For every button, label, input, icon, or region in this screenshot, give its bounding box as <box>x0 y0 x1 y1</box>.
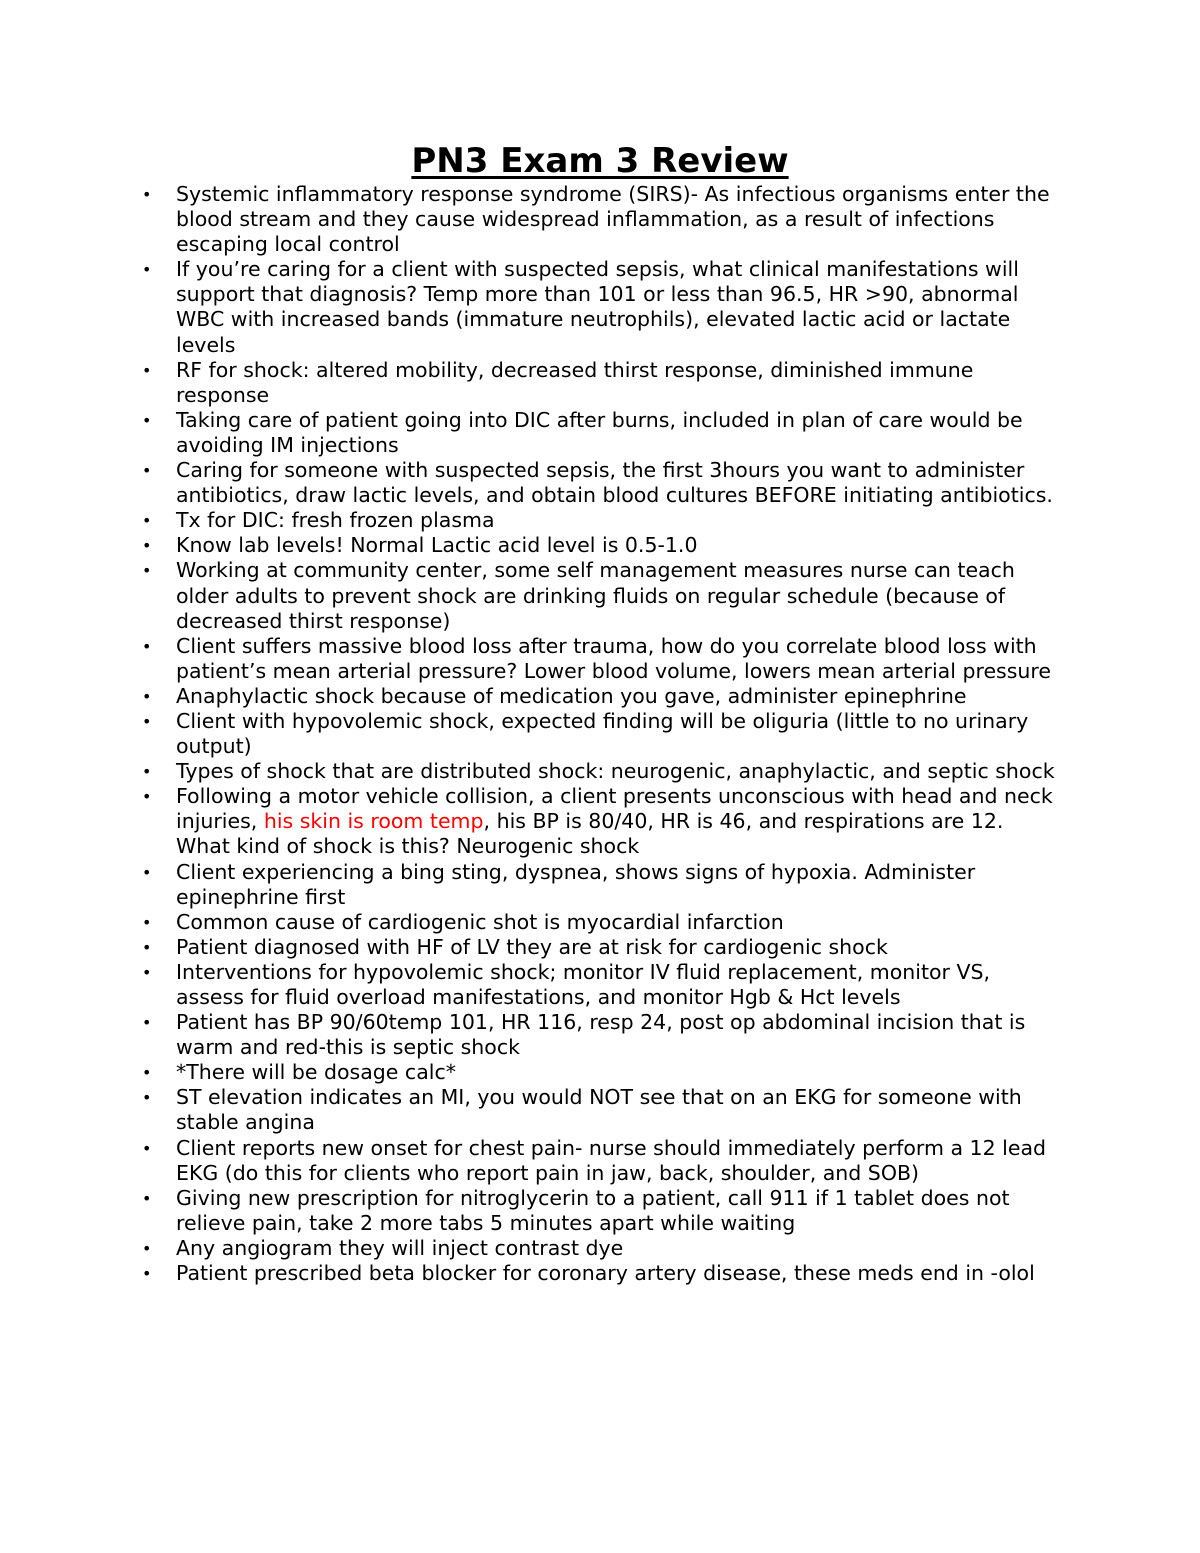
list-item <box>142 634 1062 684</box>
list-item-text: Systemic inflammatory response syndrome (SIRS)- As infectious organisms enter the blood stream and they cause widespread inflammation, as a result of infections escaping local control <box>176 182 1050 257</box>
bullet-icon: • <box>142 536 152 556</box>
list-item <box>142 558 1062 633</box>
list-item-text: Taking care of patient going into DIC after burns, included in plan of care would be avoiding IM injections <box>176 407 1023 457</box>
bullet-icon: • <box>142 912 152 932</box>
list-item-text: Know lab levels! Normal Lactic acid level is 0.5-1.0 <box>176 533 698 558</box>
list-item <box>142 257 1062 357</box>
list-item <box>142 1085 1062 1135</box>
bullet-icon: • <box>142 1188 152 1208</box>
bullet-icon: • <box>142 636 152 656</box>
list-item <box>142 935 1062 960</box>
bullet-icon: • <box>142 1138 152 1158</box>
bullet-icon: • <box>142 1063 152 1083</box>
list-item <box>142 408 1062 458</box>
bullet-icon: • <box>142 410 152 430</box>
list-item <box>142 784 1062 859</box>
list-item <box>142 684 1062 709</box>
list-item <box>142 533 1062 558</box>
list-item-text: Interventions for hypovolemic shock; monitor IV fluid replacement, monitor VS, assess for fluid overload manifestations, and monitor Hgb & Hct levels <box>176 959 991 1009</box>
list-item-text: ST elevation indicates an MI, you would NOT see that on an EKG for someone with stable angina <box>176 1085 1022 1135</box>
list-item-text: Client suffers massive blood loss after trauma, how do you correlate blood loss with patient’s mean arterial pressure? Lower blood volume, lowers mean arterial pressure <box>176 633 1052 683</box>
list-item-text: Following a motor vehicle collision, a client presents unconscious with head and neck injuries, <box>176 784 1053 834</box>
bullet-icon: • <box>142 962 152 982</box>
list-item-text: Common cause of cardiogenic shot is myocardial infarction <box>176 909 784 934</box>
list-item-text: If you’re caring for a client with suspected sepsis, what clinical manifestations will support that diagnosis? Temp more than 101 or less than 96.5, HR >90, abnormal WBC with increased bands (immature neutrophils), elevated lactic acid or lactate levels <box>176 257 1019 357</box>
bullet-icon: • <box>142 461 152 481</box>
list-item-text: *There will be dosage calc* <box>176 1060 456 1085</box>
bullet-icon: • <box>142 1238 152 1258</box>
list-item <box>142 1261 1062 1286</box>
list-item-text: Client with hypovolemic shock, expected finding will be oliguria (little to no urinary output) <box>176 708 1029 759</box>
bullet-icon: • <box>142 1264 152 1284</box>
list-item <box>142 508 1062 533</box>
list-item-text: Patient diagnosed with HF of LV they are at risk for cardiogenic shock <box>176 934 888 959</box>
bullet-icon: • <box>142 360 152 380</box>
list-item-text: , his BP is 80/40, HR is 46, and respirations are 12. What kind of shock is this? Neurogenic shock <box>176 809 1004 859</box>
review-bullet-list <box>142 182 1062 1286</box>
list-item-text: Tx for DIC: fresh frozen plasma <box>176 508 495 533</box>
bullet-icon: • <box>142 185 152 204</box>
list-item-text: Client reports new onset for chest pain- nurse should immediately perform a 12 lead EKG (do this for clients who report pain in jaw, back, shoulder, and SOB) <box>176 1135 1047 1185</box>
list-item <box>142 458 1062 508</box>
list-item <box>142 1060 1062 1085</box>
list-item-text: RF for shock: altered mobility, decreased thirst response, diminished immune response <box>176 357 974 407</box>
list-item <box>142 1136 1062 1186</box>
bullet-icon: • <box>142 862 152 882</box>
list-item-text: Anaphylactic shock because of medication you gave, administer epinephrine <box>176 683 967 708</box>
bullet-icon: • <box>142 762 152 782</box>
bullet-icon: • <box>142 1013 152 1033</box>
bullet-icon: • <box>142 561 152 581</box>
list-item-text: Types of shock that are distributed shock: neurogenic, anaphylactic, and septic shock <box>176 759 1055 784</box>
list-item <box>142 860 1062 910</box>
list-item <box>142 910 1062 935</box>
page-title: PN3 Exam 3 Review <box>411 141 789 181</box>
bullet-icon: • <box>142 686 152 706</box>
bullet-icon: • <box>142 937 152 957</box>
list-item <box>142 182 1062 257</box>
list-item <box>142 709 1062 759</box>
list-item-text: Client experiencing a bing sting, dyspnea, shows signs of hypoxia. Administer epinephrine first <box>176 859 976 909</box>
list-item-text: Patient prescribed beta blocker for coronary artery disease, these meds end in -olol <box>176 1261 1035 1286</box>
list-item <box>142 960 1062 1010</box>
bullet-icon: • <box>142 511 152 531</box>
list-item <box>142 1010 1062 1060</box>
list-item-text: Working at community center, some self management measures nurse can teach older adults to prevent shock are drinking fluids on regular schedule (because of decreased thirst response) <box>176 558 1015 633</box>
list-item <box>142 1236 1062 1261</box>
bullet-icon: • <box>142 787 152 807</box>
highlighted-text: his skin is room temp <box>263 809 484 834</box>
list-item-text: Giving new prescription for nitroglycerin to a patient, call 911 if 1 tablet does not relieve pain, take 2 more tabs 5 minutes apart while waiting <box>176 1185 1010 1235</box>
bullet-icon: • <box>142 711 152 731</box>
bullet-icon: • <box>142 260 152 280</box>
list-item-text: Caring for someone with suspected sepsis, the first 3hours you want to administer antibiotics, draw lactic levels, and obtain blood cultures BEFORE initiating antibiotics. <box>176 458 1053 508</box>
list-item <box>142 358 1062 408</box>
bullet-icon: • <box>142 1088 152 1108</box>
list-item-text: Patient has BP 90/60temp 101, HR 116, resp 24, post op abdominal incision that is warm and red-this is septic shock <box>176 1010 1026 1060</box>
list-item-text: Any angiogram they will inject contrast dye <box>176 1235 624 1260</box>
list-item <box>142 1186 1062 1236</box>
list-item <box>142 759 1062 784</box>
